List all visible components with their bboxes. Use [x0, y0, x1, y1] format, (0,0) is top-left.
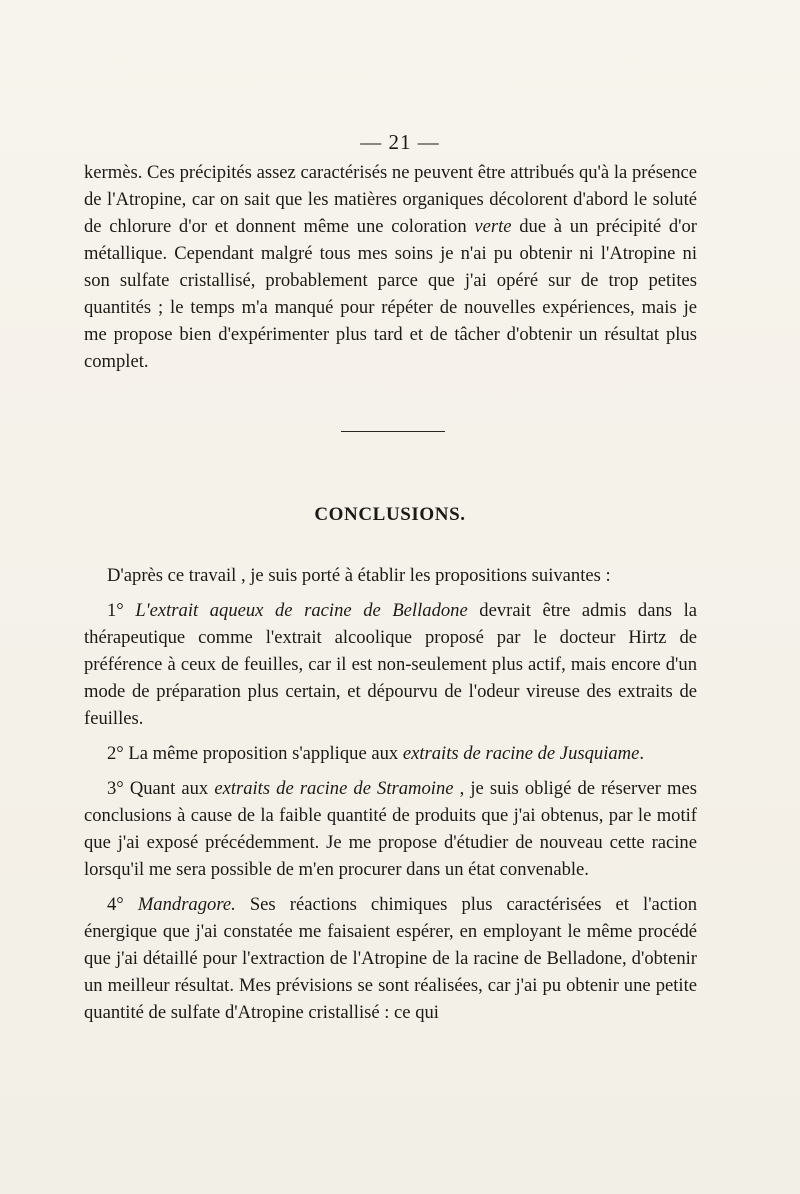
- intro-italic: verte: [474, 216, 512, 237]
- conclusions-body: [84, 562, 697, 1034]
- item-post: Ses réactions chimiques plus caractérisées et l'action énergique que j'ai constatée me faisaient espérer, en employant le même procédé que j'ai détaillé pour l'extraction de l'Atropine de la racine de Belladone, d'obtenir un meilleur résultat. Mes prévisions se sont réalisées, car j'ai pu obtenir une petite quantité de sulfate d'Atropine cristallisé : ce qui: [84, 894, 697, 1023]
- item-number: 3°: [107, 778, 130, 799]
- item-italic: L'extrait aqueux de racine de Belladone: [135, 600, 468, 621]
- page-number: — 21 —: [360, 130, 440, 154]
- conclusion-item-3: [84, 775, 697, 883]
- intro-text-end: due à un précipité d'or métallique. Cependant malgré tous mes soins je n'ai pu obtenir ni l'Atropine ni son sulfate cristallisé, probablement parce que j'ai opéré sur de trop petites quantités ; le temps m'a manqué pour répéter de nouvelles expériences, mais je me propose bien d'expérimenter plus tard et de tâcher d'obtenir un résultat plus complet.: [84, 216, 697, 372]
- conclusion-item-2: [84, 740, 697, 767]
- section-heading: CONCLUSIONS.: [314, 504, 466, 525]
- conclusion-item-1: [84, 597, 697, 732]
- intro-paragraph: [84, 159, 697, 375]
- item-post: , je suis obligé de réserver mes conclusions à cause de la faible quantité de produits que j'ai obtenus, par le motif que j'ai exposé précédemment. Je me propose d'étudier de nouveau cette racine lorsqu'il me sera possible de m'en procurer dans un état convenable.: [84, 778, 697, 880]
- item-italic: extraits de racine de Jusquiame: [402, 743, 640, 764]
- item-pre: Quant aux: [129, 778, 215, 799]
- item-number: 2°: [107, 743, 129, 764]
- conclusion-item-4: [84, 891, 697, 1026]
- item-italic: Mandragore.: [137, 894, 236, 915]
- item-number: 1°: [107, 600, 136, 621]
- item-post: .: [639, 743, 644, 764]
- item-pre: La même proposition s'applique aux: [128, 743, 403, 764]
- item-italic: extraits de racine de Stramoine: [214, 778, 454, 799]
- intro-text: [84, 159, 697, 375]
- item-number: 4°: [107, 894, 138, 915]
- section-separator: [341, 431, 445, 432]
- intro-text-start: kermès. Ces précipités assez caractérisés ne peuvent être attribués qu'à la présence de l'Atropine, car on sait que les matières organiques décolorent d'abord le soluté de chlorure d'or et donnent même une coloration: [84, 162, 697, 237]
- item-post: devrait être admis dans la thérapeutique comme l'extrait alcoolique proposé par le docteur Hirtz de préférence à ceux de feuilles, car il est non-seulement plus actif, mais encore d'un mode de préparation plus certain, et dépourvu de l'odeur vireuse des extraits de feuilles.: [84, 600, 697, 729]
- lead-paragraph: D'après ce travail , je suis porté à établir les propositions suivantes :: [107, 565, 611, 586]
